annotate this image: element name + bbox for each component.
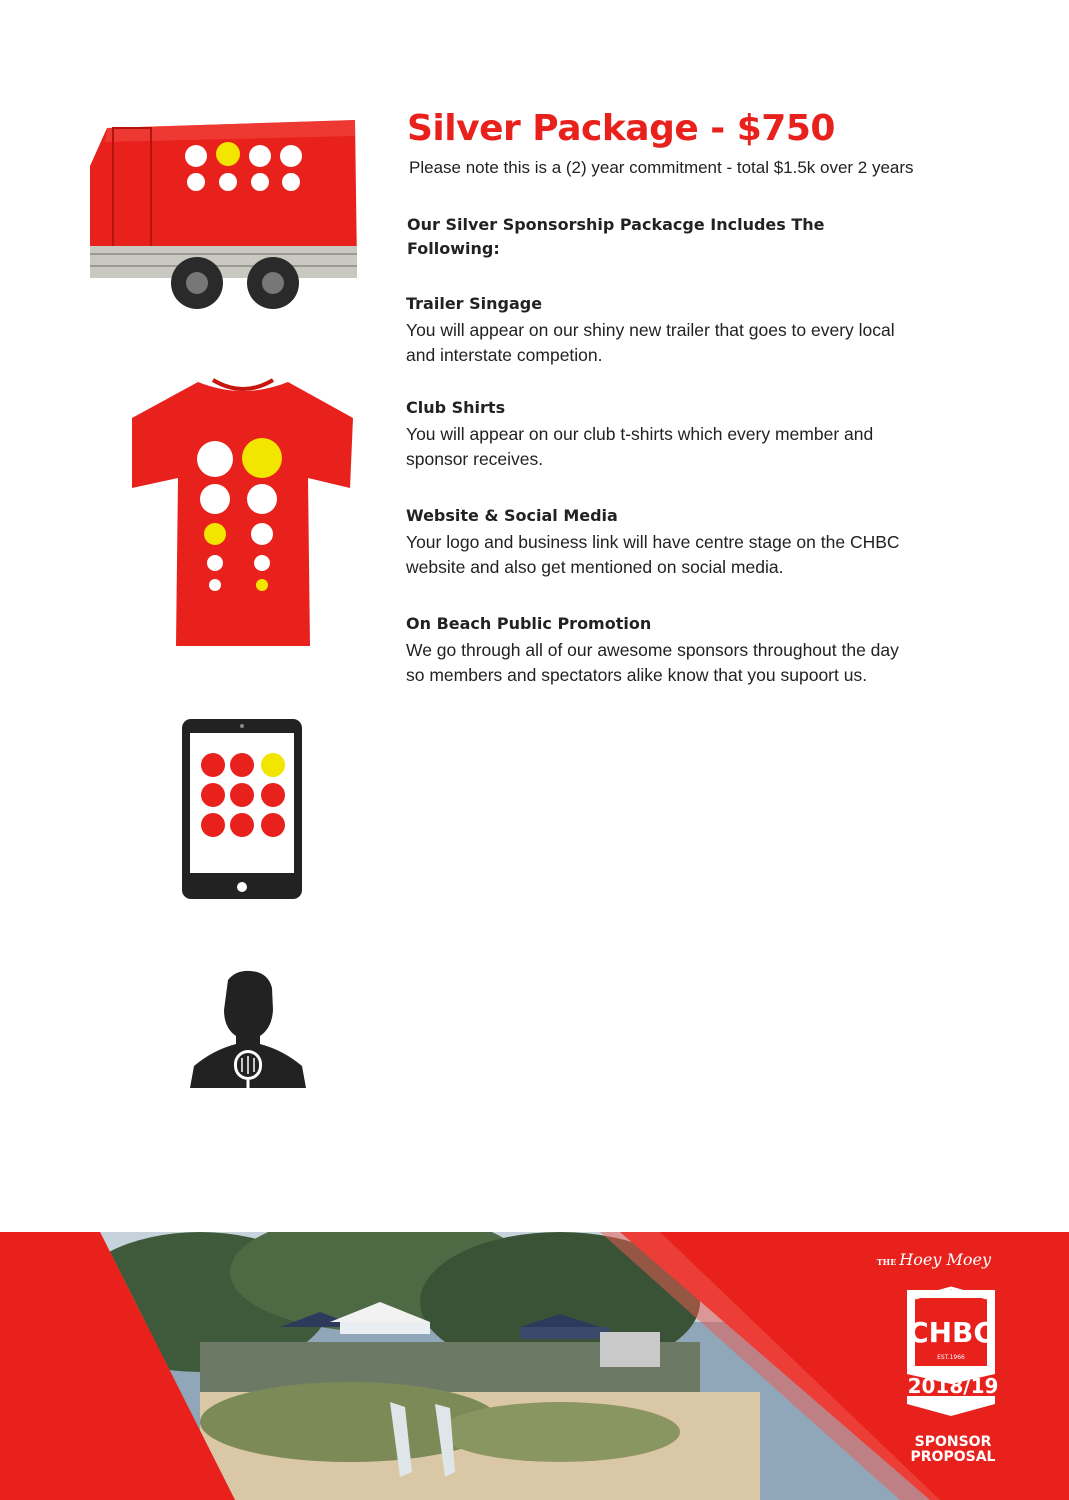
- season-year: 2018/19: [907, 1374, 999, 1398]
- section-heading: Trailer Singage: [406, 294, 543, 313]
- section-body: Your logo and business link will have centre stage on the CHBC website and also get mentioned on social media.: [406, 532, 900, 577]
- badge-text: CHBC: [908, 1316, 994, 1349]
- section-heading: Website & Social Media: [406, 506, 618, 525]
- section-heading: Club Shirts: [406, 398, 506, 417]
- section-body: You will appear on our shiny new trailer that goes to every local and interstate competion.: [406, 320, 895, 365]
- section-website-social: [406, 504, 926, 580]
- intro-heading: Our Silver Sponsorship Packacge Includes The Following:: [407, 215, 825, 258]
- hoey-moey-logo: THE Hoey Moey: [876, 1250, 991, 1269]
- section-heading: On Beach Public Promotion: [406, 614, 652, 633]
- badge-est: EST.1966: [937, 1354, 965, 1361]
- section-club-shirts: [406, 396, 926, 472]
- page-title: Silver Package - $750: [407, 108, 835, 149]
- section-body: We go through all of our awesome sponsors throughout the day so members and spectators alike know that you supoort us.: [406, 640, 899, 685]
- section-body: You will appear on our club t-shirts which every member and sponsor receives.: [406, 424, 874, 469]
- tshirt-icon: [128, 378, 358, 650]
- sponsor-proposal-label: SPONSOR PROPOSAL: [910, 1434, 996, 1465]
- footer-banner: [0, 1232, 1069, 1500]
- commitment-note: Please note this is a (2) year commitment - total $1.5k over 2 years: [409, 158, 914, 177]
- section-beach-promotion: [406, 612, 926, 688]
- section-trailer-signage: [406, 292, 926, 368]
- trailer-icon: [85, 116, 360, 316]
- tablet-icon: [180, 717, 304, 901]
- announcer-icon: [188, 968, 308, 1090]
